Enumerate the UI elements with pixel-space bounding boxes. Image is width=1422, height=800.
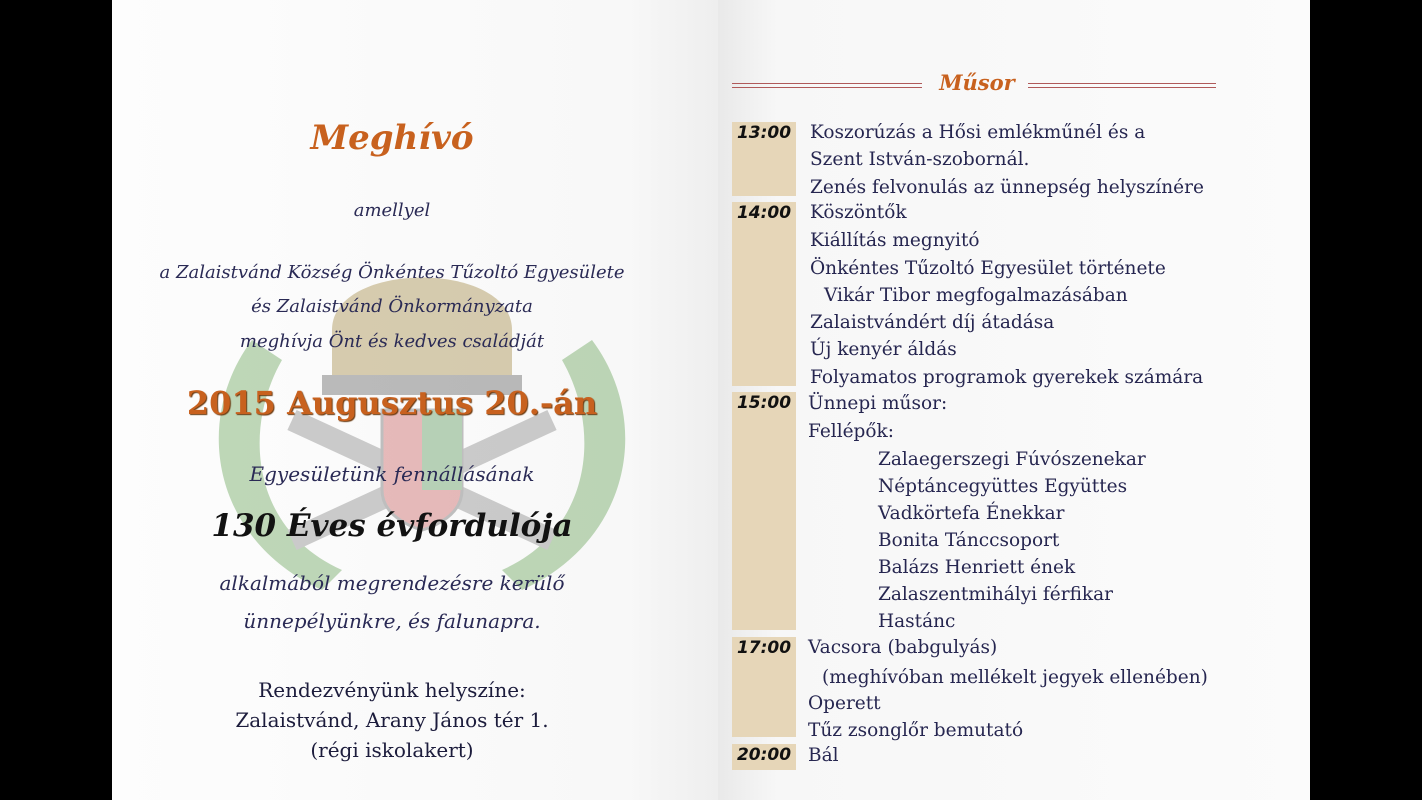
program-item: Néptáncegyüttes Együttes (878, 476, 1128, 497)
anniversary-title: 130 Éves évfordulója (211, 508, 573, 544)
program-item: Vikár Tibor megfogalmazásában (824, 285, 1128, 306)
organizer-line-1: a Zalaistvánd Község Önkéntes Tűzoltó Egyesülete (159, 262, 625, 283)
program-item: Ünnepi műsor: (808, 393, 948, 414)
invitation-page (112, 0, 718, 800)
venue-label: Rendezvényünk helyszíne: (258, 678, 526, 702)
time-label: 15:00 (736, 393, 792, 413)
venue-note: (régi iskolakert) (310, 738, 474, 762)
program-item: (meghívóban mellékelt jegyek ellenében) (822, 667, 1208, 688)
invite-line: meghívja Önt és kedves családját (239, 331, 545, 352)
program-item: Önkéntes Tűzoltó Egyesület története (810, 258, 1166, 279)
time-label: 20:00 (736, 745, 792, 765)
time-column-block (732, 202, 796, 386)
program-item: Hastánc (878, 611, 956, 632)
venue-address: Zalaistvánd, Arany János tér 1. (235, 708, 549, 732)
intro-text: amellyel (353, 200, 431, 221)
purpose-line-2: ünnepélyünkre, és falunapra. (243, 609, 541, 633)
time-column-block (732, 392, 796, 630)
program-item: Balázs Henriett ének (878, 557, 1076, 578)
program-title: Műsor (939, 70, 1015, 95)
program-item: Folyamatos programok gyerekek számára (810, 367, 1204, 388)
time-label: 14:00 (736, 203, 792, 223)
header-rule-right (1028, 83, 1216, 88)
invitation-title: Meghívó (310, 118, 474, 158)
program-item: Zalaszentmihályi férfikar (878, 584, 1113, 605)
program-item: Zalaistvándért díj átadása (810, 312, 1055, 333)
program-item: Bál (808, 745, 839, 766)
program-item: Bonita Tánccsoport (878, 530, 1060, 551)
header-rule-left (732, 83, 922, 88)
program-header (732, 70, 1202, 100)
program-item: Zenés felvonulás az ünnepség helyszínére (810, 177, 1204, 198)
program-item: Új kenyér áldás (810, 339, 957, 360)
occasion-line: Egyesületünk fennállásának (249, 462, 535, 486)
time-label: 17:00 (736, 638, 792, 658)
time-label: 13:00 (736, 123, 792, 143)
program-item: Operett (808, 693, 881, 714)
program-item: Vadkörtefa Énekkar (878, 503, 1065, 524)
purpose-line-1: alkalmából megrendezésre kerülő (219, 571, 565, 595)
event-date: 2015 Augusztus 20.-án (186, 384, 598, 422)
program-page (718, 0, 1310, 800)
program-item: Szent István-szobornál. (810, 149, 1030, 170)
program-item: Vacsora (babgulyás) (808, 637, 998, 658)
program-item: Zalaegerszegi Fúvószenekar (878, 449, 1146, 470)
program-item: Kiállítás megnyitó (810, 230, 980, 251)
program-item: Tűz zsonglőr bemutató (808, 720, 1024, 741)
program-item: Köszöntők (810, 202, 907, 223)
program-item: Koszorúzás a Hősi emlékműnél és a (810, 122, 1146, 143)
organizer-line-2: és Zalaistvánd Önkormányzata (251, 296, 533, 317)
program-item: Fellépők: (808, 421, 894, 442)
